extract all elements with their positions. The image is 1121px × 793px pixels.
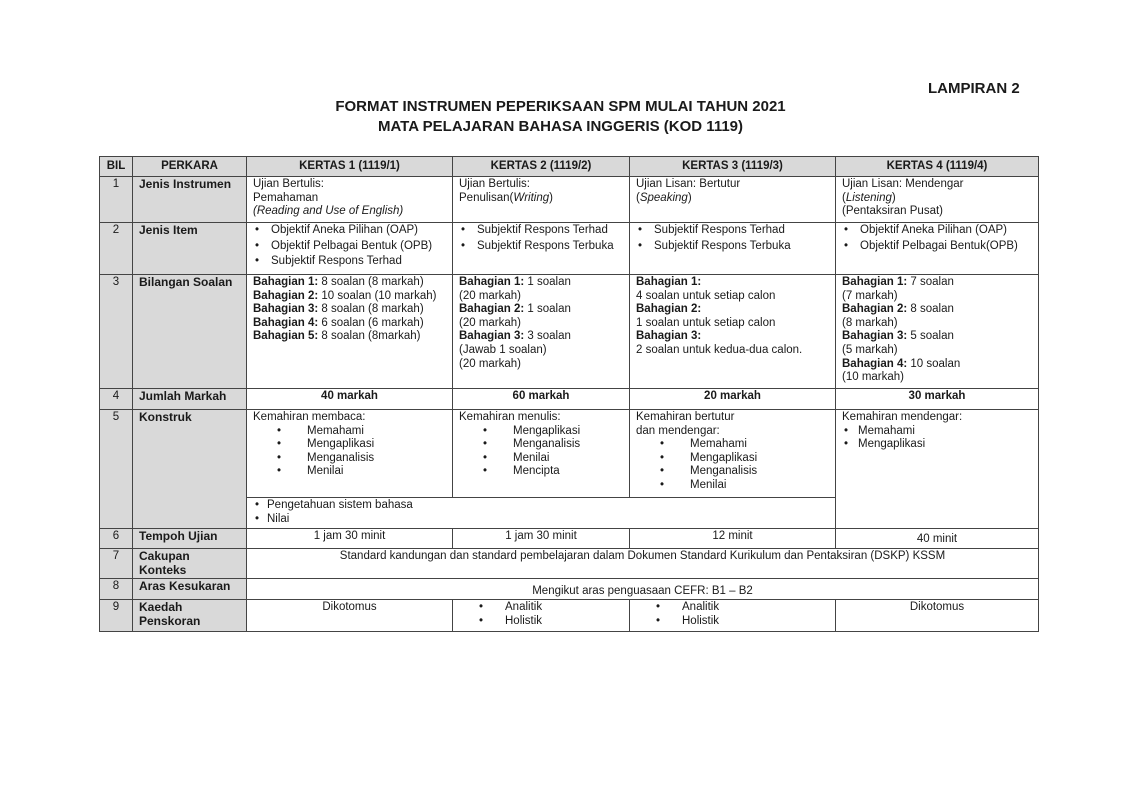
cell-kertas-4: Kemahiran mendengar: • Memahami • Mengaplikasi	[836, 410, 1039, 529]
row-label: Cakupan Konteks	[133, 549, 247, 579]
cell-kertas-2: 1 jam 30 minit	[453, 529, 630, 549]
cell-all-kertas: Standard kandungan dan standard pembelajaran dalam Dokumen Standard Kurikulum dan Pentaksiran (DSKP) KSSM	[247, 549, 1039, 579]
row-label: Bilangan Soalan	[133, 275, 247, 389]
table-row	[100, 389, 1039, 410]
cell-kertas-3: Ujian Lisan: Bertutur (Speaking)	[630, 177, 836, 223]
cell-kertas-2: • Subjektif Respons Terhad • Subjektif Respons Terbuka	[453, 223, 630, 275]
col-header-kertas-3: KERTAS 3 (1119/3)	[630, 157, 836, 177]
cell-kertas-3: 12 minit	[630, 529, 836, 549]
cell-kertas-1: 40 markah	[247, 389, 453, 410]
row-label: Tempoh Ujian	[133, 529, 247, 549]
table-row	[100, 600, 1039, 632]
cell-shared-construct: • Pengetahuan sistem bahasa • Nilai	[247, 498, 836, 529]
cell-kertas-1: Dikotomus	[247, 600, 453, 632]
cell-kertas-4: Bahagian 1: 7 soalan (7 markah) Bahagian 2: 8 soalan (8 markah) Bahagian 3: 5 soalan (5 markah) Bahagian 4: 10 soalan (10 markah)	[836, 275, 1039, 389]
col-header-kertas-4: KERTAS 4 (1119/4)	[836, 157, 1039, 177]
col-header-bil: BIL	[100, 157, 133, 177]
cell-kertas-4: Ujian Lisan: Mendengar (Listening) (Pentaksiran Pusat)	[836, 177, 1039, 223]
row-number: 8	[100, 579, 133, 600]
cell-all-kertas: Mengikut aras penguasaan CEFR: B1 – B2	[247, 579, 1039, 600]
cell-kertas-1: • Objektif Aneka Pilihan (OAP) • Objektif Pelbagai Bentuk (OPB) • Subjektif Respons Terhad	[247, 223, 453, 275]
table-row	[100, 529, 1039, 549]
cell-kertas-1: Kemahiran membaca: • Memahami • Mengaplikasi • Menganalisis • Menilai	[247, 410, 453, 498]
cell-kertas-2: 60 markah	[453, 389, 630, 410]
table-row	[100, 579, 1039, 600]
row-number: 6	[100, 529, 133, 549]
row-number: 3	[100, 275, 133, 389]
row-number: 7	[100, 549, 133, 579]
cell-kertas-2: • Analitik • Holistik	[453, 600, 630, 632]
row-label: Konstruk	[133, 410, 247, 529]
row-number: 1	[100, 177, 133, 223]
row-number: 4	[100, 389, 133, 410]
cell-kertas-1: Bahagian 1: 8 soalan (8 markah) Bahagian 2: 10 soalan (10 markah) Bahagian 3: 8 soalan (8 markah) Bahagian 4: 6 soalan (6 markah) Bahagian 5: 8 soalan (8markah)	[247, 275, 453, 389]
format-table	[99, 156, 1039, 632]
cell-kertas-2: Bahagian 1: 1 soalan (20 markah) Bahagian 2: 1 soalan (20 markah) Bahagian 3: 3 soalan (Jawab 1 soalan) (20 markah)	[453, 275, 630, 389]
col-header-kertas-2: KERTAS 2 (1119/2)	[453, 157, 630, 177]
row-label: Kaedah Penskoran	[133, 600, 247, 632]
row-number: 9	[100, 600, 133, 632]
table-row	[100, 223, 1039, 275]
col-header-perkara: PERKARA	[133, 157, 247, 177]
cell-kertas-1: 1 jam 30 minit	[247, 529, 453, 549]
cell-kertas-3: • Subjektif Respons Terhad • Subjektif Respons Terbuka	[630, 223, 836, 275]
cell-kertas-2: Ujian Bertulis: Penulisan(Writing)	[453, 177, 630, 223]
cell-kertas-4: 30 markah	[836, 389, 1039, 410]
table-row	[100, 177, 1039, 223]
row-label: Jumlah Markah	[133, 389, 247, 410]
title-line-2: MATA PELAJARAN BAHASA INGGERIS (KOD 1119)	[377, 118, 744, 135]
annex-label: LAMPIRAN 2	[928, 80, 1020, 97]
cell-kertas-3: • Analitik • Holistik	[630, 600, 836, 632]
col-header-kertas-1: KERTAS 1 (1119/1)	[247, 157, 453, 177]
row-number: 2	[100, 223, 133, 275]
cell-kertas-2: Kemahiran menulis: • Mengaplikasi • Menganalisis • Menilai • Mencipta	[453, 410, 630, 498]
table-row	[100, 410, 1039, 498]
row-label: Jenis Instrumen	[133, 177, 247, 223]
cell-kertas-3: Bahagian 1: 4 soalan untuk setiap calon Bahagian 2: 1 soalan untuk setiap calon Bahagian 3: 2 soalan untuk kedua-dua calon.	[630, 275, 836, 389]
table-row	[100, 275, 1039, 389]
cell-kertas-4: • Objektif Aneka Pilihan (OAP) • Objektif Pelbagai Bentuk(OPB)	[836, 223, 1039, 275]
cell-kertas-3: 20 markah	[630, 389, 836, 410]
title-line-1: FORMAT INSTRUMEN PEPERIKSAAN SPM MULAI TAHUN 2021	[335, 98, 786, 115]
row-label: Jenis Item	[133, 223, 247, 275]
cell-kertas-4: 40 minit	[836, 529, 1039, 549]
header-row	[100, 157, 1039, 177]
row-label: Aras Kesukaran	[133, 579, 247, 600]
cell-kertas-1: Ujian Bertulis: Pemahaman (Reading and Use of English)	[247, 177, 453, 223]
table-row	[100, 549, 1039, 579]
cell-kertas-4: Dikotomus	[836, 600, 1039, 632]
row-number: 5	[100, 410, 133, 529]
document-title	[0, 97, 1121, 137]
cell-kertas-3: Kemahiran bertutur dan mendengar: • Memahami • Mengaplikasi • Menganalisis • Menilai	[630, 410, 836, 498]
